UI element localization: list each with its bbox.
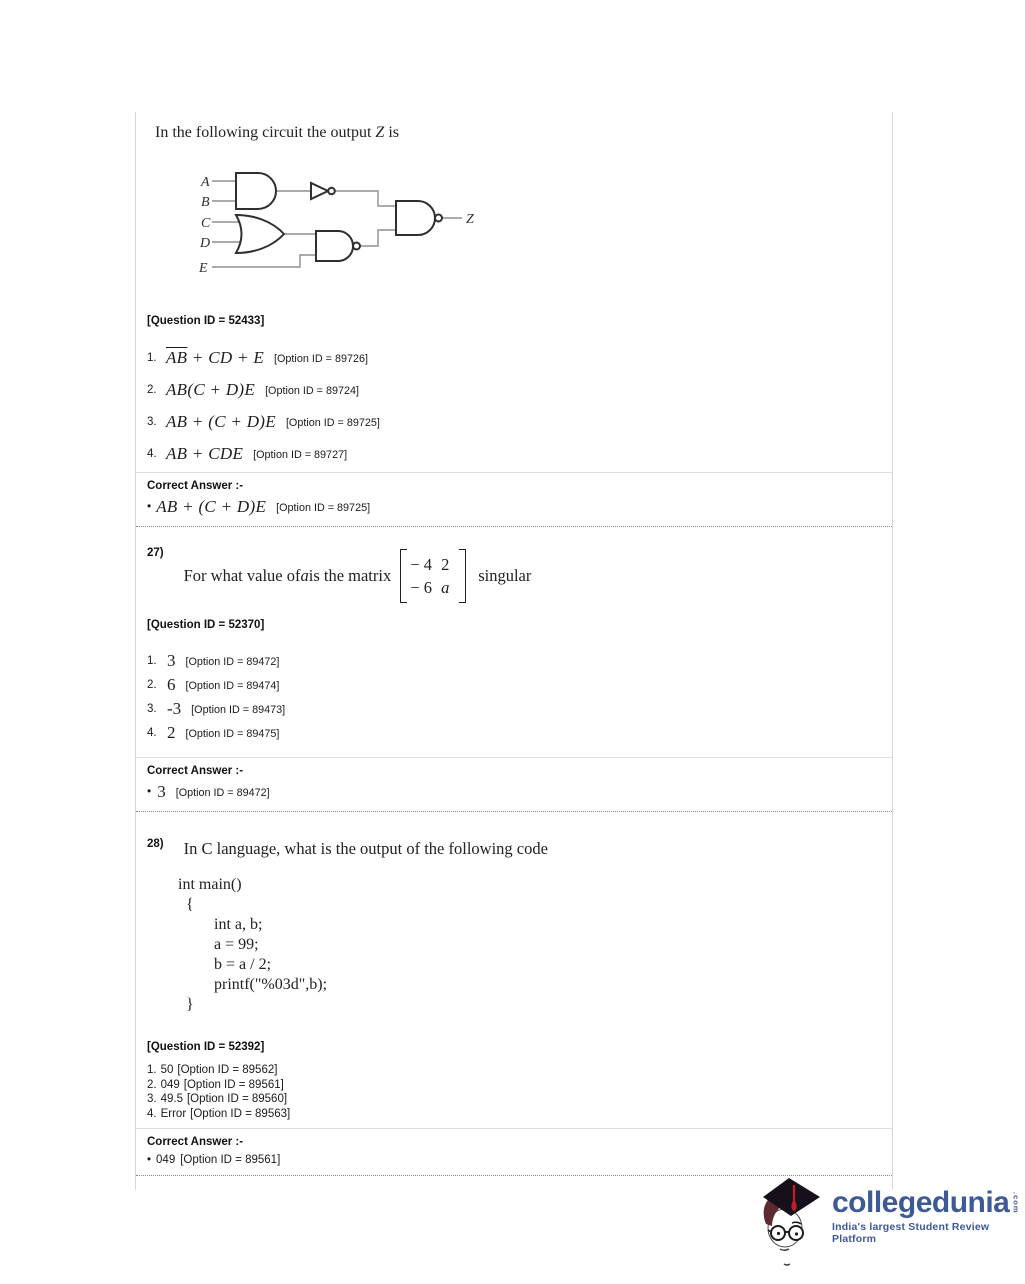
option-number: 4.: [147, 1107, 157, 1120]
option-row: [147, 437, 892, 464]
question-27-header: [147, 547, 892, 603]
circuit-input-c-label: C: [201, 216, 211, 231]
option-row: [147, 373, 892, 400]
question-26-title-variable: Z: [375, 124, 385, 141]
matrix: [400, 549, 466, 603]
code-line: int a, b;: [214, 916, 263, 933]
bullet-icon: •: [147, 784, 152, 798]
code-line: int main(): [178, 876, 242, 893]
option-number: 2.: [147, 679, 157, 691]
code-line: {: [186, 896, 194, 913]
option-value: 49.5: [160, 1093, 183, 1105]
option-id-label: [Option ID = 89562]: [177, 1064, 278, 1076]
circuit-output-z-label: Z: [466, 212, 474, 227]
option-expression: [166, 348, 264, 368]
correct-answer-label: Correct Answer :-: [147, 765, 244, 777]
question-27-text-suffix: singular: [478, 566, 532, 585]
question-26-id: [Question ID = 52433]: [147, 315, 265, 327]
section-separator: [136, 811, 892, 812]
brand-name: collegedunia: [832, 1186, 1010, 1219]
question-27-number: 27): [147, 547, 164, 559]
option-id-label: [Option ID = 89472]: [185, 656, 280, 668]
option-number: 1.: [147, 352, 157, 364]
option-id-label: [Option ID = 89473]: [191, 704, 286, 716]
logo-text-block: [832, 1188, 1020, 1245]
option-number: 2.: [147, 1078, 157, 1091]
section-separator: [136, 526, 892, 527]
brand-domain: .com: [1011, 1192, 1021, 1214]
option-value: 50: [160, 1064, 174, 1076]
correct-answer-label: Correct Answer :-: [147, 480, 244, 492]
question-26-title-suffix: is: [384, 124, 399, 141]
option-row: [147, 721, 892, 743]
circuit-input-e-label: E: [199, 261, 208, 276]
correct-answer-block: [136, 472, 892, 526]
option-id-label: [Option ID = 89724]: [265, 385, 359, 397]
option-number: 4.: [147, 448, 157, 460]
option-row: [147, 1080, 892, 1092]
mascot-icon: [752, 1176, 826, 1272]
matrix-cell: 2: [441, 555, 450, 574]
question-27-options: [147, 649, 892, 743]
option-number: 2.: [147, 384, 157, 396]
option-id-label: [Option ID = 89561]: [183, 1078, 284, 1091]
overline-term: $\overline{AB}$: [166, 348, 188, 367]
circuit-input-d-label: D: [200, 236, 211, 251]
matrix-cell: − 6: [410, 578, 433, 597]
option-id-label: [Option ID = 89727]: [253, 449, 348, 461]
question-28-id: [Question ID = 52392]: [147, 1041, 265, 1053]
option-value: 2: [167, 723, 176, 742]
option-value: Error: [160, 1107, 187, 1120]
option-row: [147, 673, 892, 695]
option-value: 3: [167, 651, 176, 670]
option-value: 049: [160, 1078, 180, 1091]
option-value: -3: [167, 699, 182, 718]
answer-expression: AB + (C + D)E: [156, 497, 267, 516]
question-27-text: [184, 549, 532, 603]
option-id-label: [Option ID = 89560]: [186, 1093, 288, 1105]
answer-option-id: [Option ID = 89725]: [276, 502, 371, 514]
option-number: 3.: [147, 703, 157, 715]
option-row: [147, 697, 892, 719]
correct-answer-block: [136, 757, 892, 811]
answer-value: 049: [156, 1154, 176, 1166]
option-id-label: [Option ID = 89726]: [274, 353, 368, 365]
answer-value: 3: [157, 782, 166, 801]
bullet-icon: •: [147, 499, 152, 513]
option-number: 1.: [147, 655, 157, 667]
question-27-section: [136, 547, 892, 812]
bullet-icon: •: [147, 1154, 152, 1166]
question-paper-panel: [135, 112, 893, 1190]
circuit-input-b-label: B: [201, 195, 210, 210]
option-number: 3.: [147, 1093, 157, 1105]
correct-answer-row: [147, 497, 892, 517]
option-id-label: [Option ID = 89563]: [190, 1107, 291, 1120]
collegedunia-logo: [752, 1172, 1021, 1276]
question-26-section: [136, 124, 892, 527]
option-row: [147, 405, 892, 432]
option-value: 6: [167, 675, 176, 694]
answer-option-id: [Option ID = 89472]: [175, 787, 270, 799]
option-number: 4.: [147, 727, 157, 739]
code-block: [178, 875, 892, 1015]
question-28-number: 28): [147, 838, 164, 850]
answer-option-id: [Option ID = 89561]: [180, 1154, 281, 1166]
option-id-label: [Option ID = 89725]: [285, 417, 380, 429]
question-28-section: [136, 838, 892, 1176]
question-27-id: [Question ID = 52370]: [147, 619, 265, 631]
code-line: b = a / 2;: [214, 956, 272, 973]
option-row: [147, 1094, 892, 1106]
option-number: 3.: [147, 416, 157, 428]
question-27-text-before: For what value of: [183, 566, 301, 585]
question-28-options: [147, 1065, 892, 1120]
code-line: printf("%03d",b);: [214, 976, 328, 993]
question-26-title-text: In the following circuit the output: [155, 124, 376, 141]
circuit-diagram: [194, 168, 892, 293]
correct-answer-label: Correct Answer :-: [147, 1136, 244, 1148]
option-expression: AB + (C + D)E: [166, 412, 276, 431]
option-number: 1.: [147, 1064, 157, 1076]
logic-circuit-icon: [194, 168, 484, 288]
option-row: [147, 1109, 892, 1121]
option-id-label: [Option ID = 89474]: [185, 680, 280, 692]
brand-tagline: India's largest Student Review Platform: [832, 1221, 990, 1245]
code-line: a = 99;: [214, 936, 259, 953]
correct-answer-row: [147, 1154, 892, 1166]
option-row: [147, 341, 892, 368]
option-id-label: [Option ID = 89475]: [185, 728, 280, 740]
question-26-title: [155, 124, 892, 142]
question-28-header: [147, 838, 892, 859]
question-27-variable: a: [300, 566, 309, 585]
matrix-row: [409, 553, 457, 576]
matrix-cell: − 4: [410, 555, 433, 574]
option-expression: AB(C + D)E: [166, 380, 256, 399]
circuit-input-a-label: A: [201, 175, 210, 190]
question-26-options: [147, 341, 892, 464]
correct-answer-row: [147, 782, 892, 802]
question-27-text-after: is the matrix: [308, 566, 392, 585]
option-expression: AB + CDE: [166, 444, 244, 463]
option-row: [147, 649, 892, 671]
matrix-cell: a: [441, 578, 450, 597]
option-row: [147, 1065, 892, 1077]
question-28-title: In C language, what is the output of the following code: [183, 839, 548, 858]
matrix-row: [409, 576, 457, 599]
expression-rest: + CD + E: [187, 348, 265, 367]
code-line: }: [186, 996, 194, 1013]
correct-answer-block: [136, 1128, 892, 1175]
